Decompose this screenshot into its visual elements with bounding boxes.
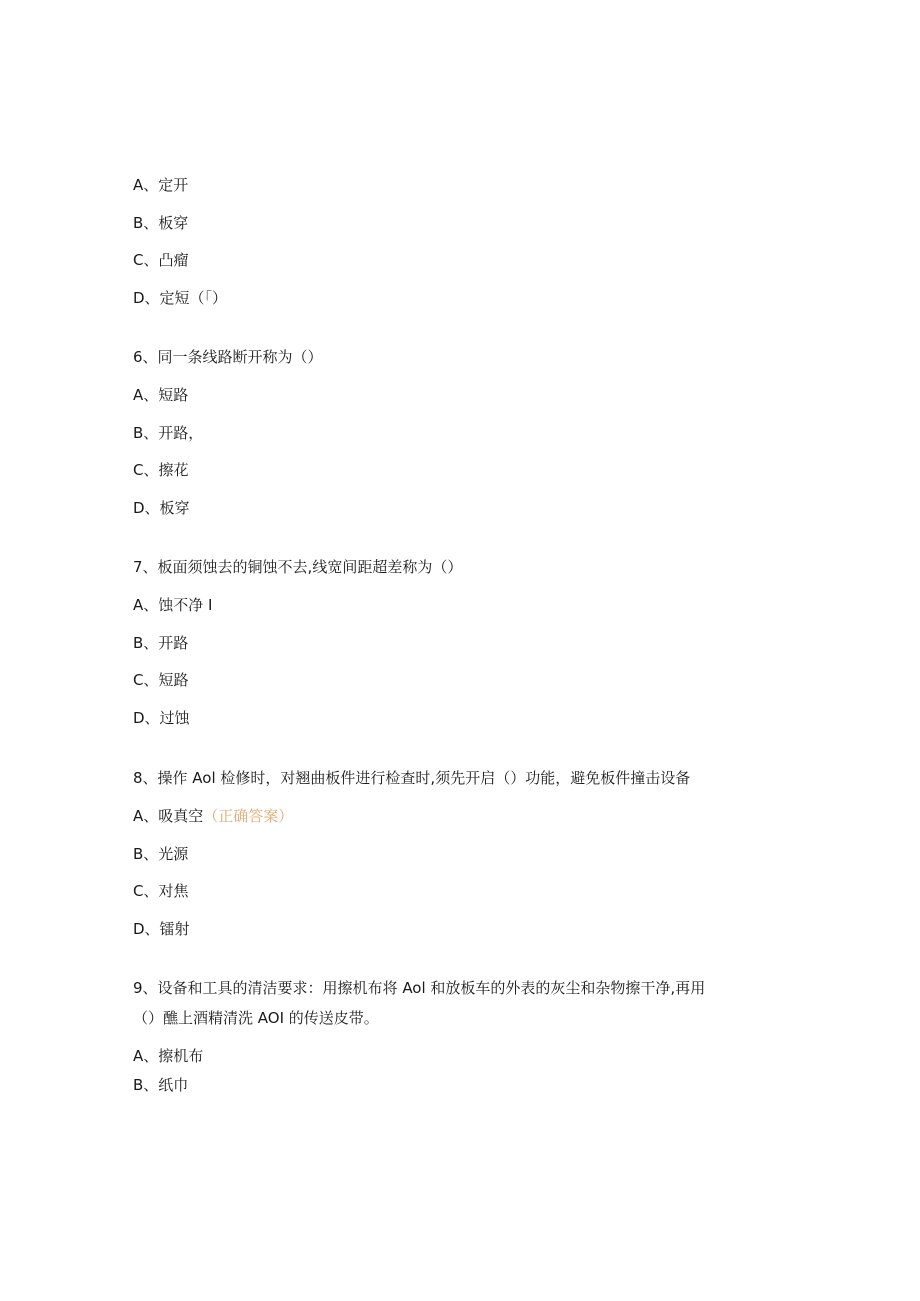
q7-option-b: B、开路 bbox=[133, 634, 189, 652]
q8-option-a bbox=[133, 806, 293, 826]
q5-option-d: D、定短（「） bbox=[133, 289, 228, 307]
q8-question: 8、操作 Aol 检修时，对翘曲板件进行检查时,须先开启（）功能，避免板件撞击设备 bbox=[133, 769, 691, 787]
q5-option-b: B、板穿 bbox=[133, 214, 189, 232]
q7-option-d: D、过蚀 bbox=[133, 709, 190, 727]
q8-option-a-label: A、吸真空 bbox=[133, 807, 204, 825]
q5-option-c: C、凸瘤 bbox=[133, 251, 189, 269]
q6-option-b: B、开路， bbox=[133, 424, 204, 442]
q7-question: 7、板面须蚀去的铜蚀不去,线宽间距超差称为（） bbox=[133, 558, 463, 576]
q8-option-d: D、镭射 bbox=[133, 920, 190, 938]
q7-option-c: C、短路 bbox=[133, 671, 189, 689]
q5-option-a: A、定开 bbox=[133, 176, 189, 194]
q9-option-b: B、纸巾 bbox=[133, 1076, 189, 1094]
q6-option-d: D、板穿 bbox=[133, 499, 190, 517]
q8-option-c: C、对焦 bbox=[133, 882, 189, 900]
q6-option-a: A、短路 bbox=[133, 386, 189, 404]
q9-option-a: A、擦机布 bbox=[133, 1047, 204, 1065]
q8-option-b: B、光源 bbox=[133, 845, 189, 863]
correct-answer-note: （正确答案） bbox=[203, 807, 294, 825]
q6-option-c: C、擦花 bbox=[133, 461, 189, 479]
q6-question: 6、同一条线路断开称为（） bbox=[133, 348, 323, 366]
q7-option-a: A、蚀不净 I bbox=[133, 596, 213, 614]
q9-question-line2: （）醮上酒精清洗 AOI 的传送皮带。 bbox=[133, 1009, 379, 1027]
q9-question-line1: 9、设备和工具的清洁要求：用擦机布将 Aol 和放板车的外表的灰尘和杂物擦干净,再用 bbox=[133, 979, 706, 997]
